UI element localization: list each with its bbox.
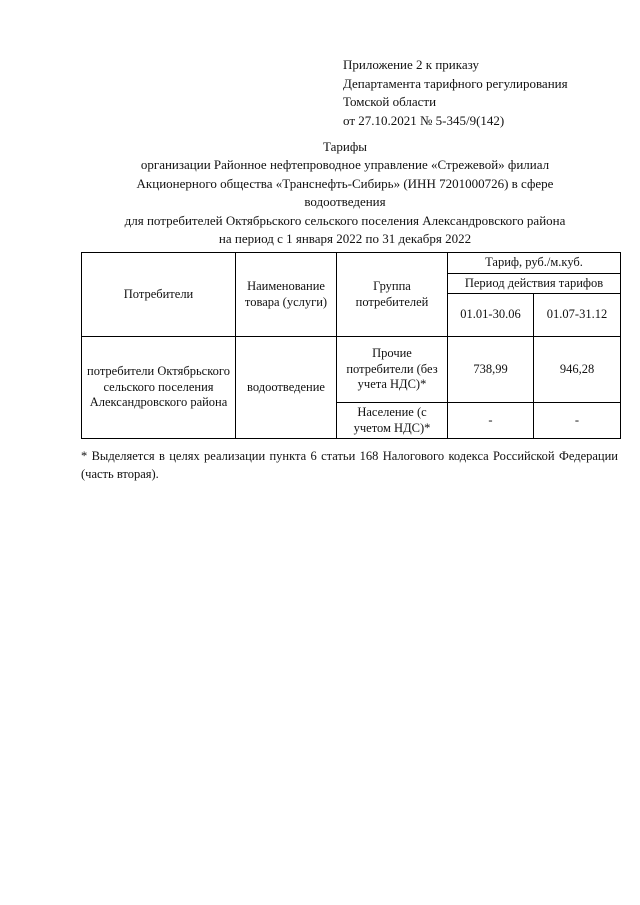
title-period: на период с 1 января 2022 по 31 декабря 2022: [218, 231, 472, 247]
tariff-value-cell: 946,28: [534, 337, 621, 403]
tariff-value-cell: 738,99: [448, 337, 534, 403]
header-product: Наименование товара (услуги): [236, 253, 337, 337]
appendix-reference: [343, 56, 633, 130]
footnote: * Выделяется в целях реализации пункта 6 статьи 168 Налогового кодекса Российской Федерации (часть вторая).: [81, 449, 618, 481]
group-cell: Прочие потребители (без учета НДС)*: [337, 337, 448, 403]
header-group: Группа потребителей: [337, 253, 448, 337]
appendix-line: Томской области: [343, 94, 437, 110]
appendix-line: Департамента тарифного регулирования: [343, 75, 568, 91]
group-cell: Население (с учетом НДС)*: [337, 403, 448, 439]
tariff-value-cell: -: [448, 403, 534, 439]
appendix-line: Приложение 2 к приказу: [343, 57, 480, 72]
product-cell: водоотведение: [236, 337, 337, 439]
title-line: организации Районное нефтепроводное управление «Стрежевой» филиал: [140, 157, 550, 173]
header-consumers: Потребители: [82, 253, 236, 337]
table-row: [82, 337, 621, 403]
tariff-table: [81, 252, 621, 439]
header-period-1: 01.01-30.06: [448, 294, 534, 337]
header-period-2: 01.07-31.12: [534, 294, 621, 337]
title-line: для потребителей Октябрьского сельского поселения Александровского района: [124, 212, 566, 228]
header-period: Период действия тарифов: [448, 274, 621, 294]
title-line: водоотведения: [304, 194, 386, 210]
appendix-order-number: от 27.10.2021 № 5-345/9(142): [343, 112, 505, 128]
header-tariff: Тариф, руб./м.куб.: [448, 253, 621, 274]
tariff-value-cell: -: [534, 403, 621, 439]
title-heading: Тарифы: [322, 139, 367, 154]
title-line: Акционерного общества «Транснефть-Сибирь» (ИНН 7201000726) в сфере: [136, 175, 554, 191]
consumers-cell: потребители Октябрьского сельского поселения Александровского района: [82, 337, 236, 439]
document-title: [70, 138, 620, 248]
